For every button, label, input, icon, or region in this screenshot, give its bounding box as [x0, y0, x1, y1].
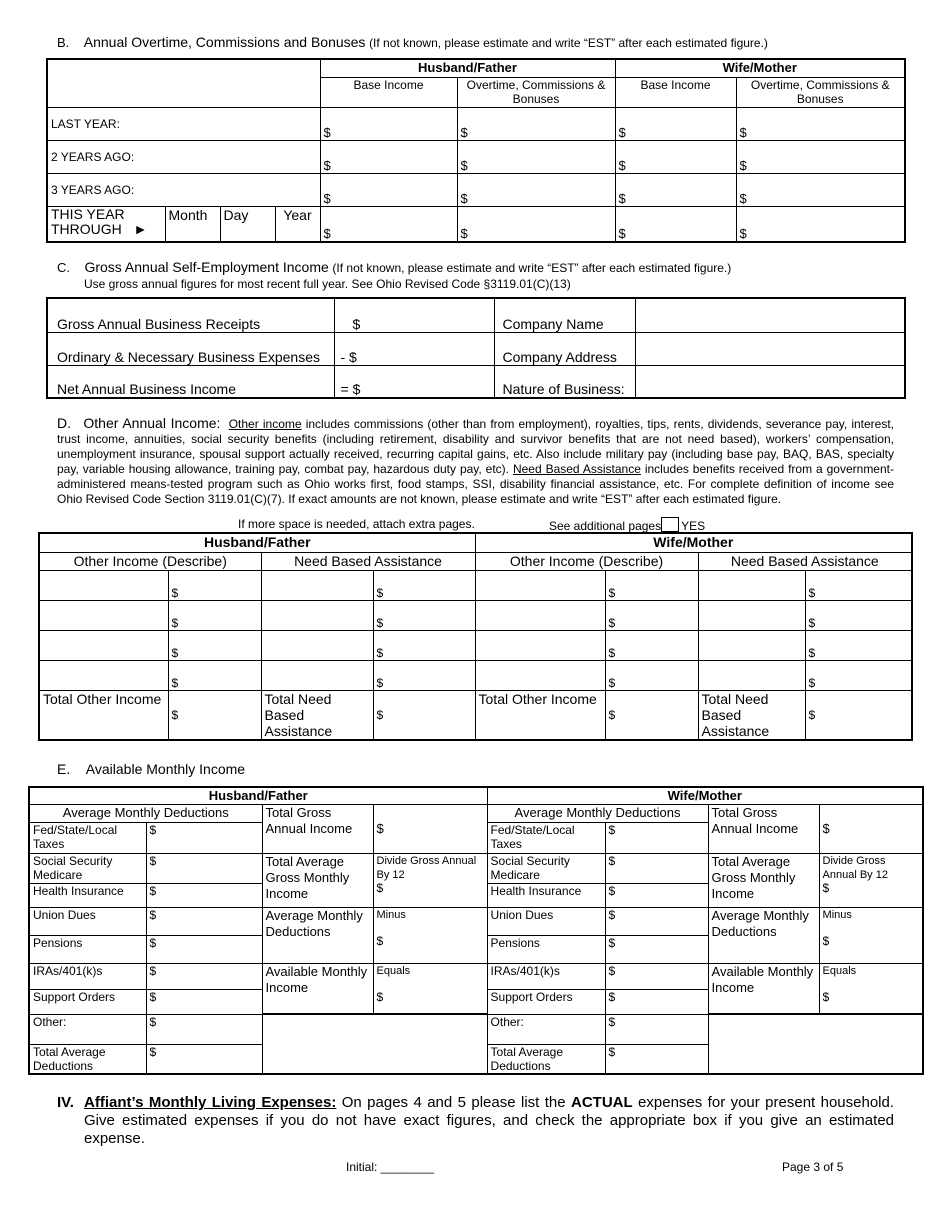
describe-field[interactable]	[39, 570, 168, 600]
section-title: Gross Annual Self-Employment Income	[84, 259, 329, 275]
describe-field[interactable]	[261, 600, 373, 630]
amount-field[interactable]: $	[615, 206, 736, 242]
amount-field[interactable]: $	[605, 660, 698, 690]
union-label: Union Dues	[29, 907, 146, 935]
amount-field[interactable]: $	[457, 173, 615, 206]
section-iv-text-b: expenses for your present household. Give estimated expenses if you do not have exact figures, and check the appropriate box if you give an estimated expense.	[84, 1094, 895, 1147]
blank-cell	[708, 1014, 923, 1074]
amount-field[interactable]: $	[457, 107, 615, 140]
union-label: Union Dues	[487, 907, 605, 935]
total-avg-gross-field[interactable]: Divide Gross Annual By 12 $	[819, 853, 923, 907]
total-other-field[interactable]: $	[168, 690, 261, 740]
other-field[interactable]: $	[605, 1014, 708, 1044]
describe-field[interactable]	[39, 630, 168, 660]
day-field[interactable]: Day	[220, 207, 275, 241]
section-note: (If not known, please estimate and write “EST” after each estimated figure.)	[332, 261, 732, 275]
yes-checkbox[interactable]	[661, 517, 679, 532]
describe-field[interactable]	[475, 630, 605, 660]
additional-pages-label: See additional pages	[549, 519, 662, 533]
total-gross-label: Total Gross Annual Income	[262, 804, 373, 853]
expenses-label: Ordinary & Necessary Business Expenses	[47, 332, 334, 365]
amount-field[interactable]: $	[805, 600, 912, 630]
totals-row	[39, 690, 912, 740]
ira-field[interactable]: $	[146, 963, 262, 989]
amount-field[interactable]: $	[805, 630, 912, 660]
total-need-field[interactable]: $	[373, 690, 475, 740]
amount-field[interactable]: $	[320, 140, 457, 173]
amount-field[interactable]: $	[168, 600, 261, 630]
total-avg-gross-field[interactable]: Divide Gross Annual By 12 $	[373, 853, 487, 907]
section-letter: D.	[57, 415, 71, 431]
section-title: Affiant’s Monthly Living Expenses:	[84, 1094, 337, 1111]
definition-text: includes commissions (other than from employment), royalties, tips, rents, dividends, severance pay, interest, trust income, annuities, social security benefits (including retirement, disability and survivor benefits that are not need based), workers’ compensation, unemployment insurance, spousal support actually received, recurring capital gains, etc. Also include military pay (including base pay, BAQ, BAS, specialty pay, variable housing allowance, training pay, combat pay, hazardous duty pay, etc).	[57, 417, 895, 476]
term-need-based: Need Based Assistance	[512, 462, 641, 476]
available-field[interactable]: Equals $	[819, 963, 923, 1014]
total-need-label: Total Need Based Assistance	[698, 690, 805, 740]
amount-field[interactable]: $	[605, 630, 698, 660]
amount-field[interactable]: $	[320, 107, 457, 140]
initial-field[interactable]: Initial: ________	[346, 1160, 435, 1174]
husband-header: Husband/Father	[320, 59, 615, 77]
section-note: (If not known, please estimate and write “EST” after each estimated figure.)	[369, 36, 768, 50]
total-avg-gross-label: Total Average Gross Monthly Income	[262, 853, 373, 907]
definition-text-2: includes benefits received from a government-administered means-tested program such as Ohio works first, food stamps, SSI, disability financial assistance, etc. For complete definition of income see Ohio Revised Code Section 3119.01(C)(7). If exact amounts are not known, please estimate and write “EST” after each estimated figure.	[57, 462, 894, 506]
section-title: Available Monthly Income	[85, 761, 246, 777]
support-label: Support Orders	[487, 989, 605, 1014]
receipts-field[interactable]: $	[334, 298, 494, 332]
amount-field[interactable]: $	[373, 570, 475, 600]
health-field[interactable]: $	[146, 883, 262, 907]
company-name-field[interactable]	[635, 298, 905, 332]
this-year-label: THIS YEAR THROUGH ►	[48, 207, 165, 241]
section-b-heading	[57, 34, 768, 50]
ss-label: Social Security Medicare	[29, 853, 146, 883]
income-row	[39, 600, 912, 630]
company-address-field[interactable]	[635, 332, 905, 365]
other-income-table	[38, 532, 913, 741]
pensions-label: Pensions	[29, 935, 146, 963]
amount-field[interactable]: $	[320, 206, 457, 242]
avg-monthly-ded-field[interactable]: Minus $	[373, 907, 487, 963]
husband-header: Husband/Father	[39, 533, 475, 552]
fed-tax-field[interactable]: $	[605, 822, 708, 853]
section-title: Other Annual Income:	[83, 415, 221, 431]
total-gross-field[interactable]: $	[373, 804, 487, 853]
section-c-heading	[57, 260, 731, 292]
total-gross-label: Total Gross Annual Income	[708, 804, 819, 853]
ira-label: IRAs/401(k)s	[487, 963, 605, 989]
page-number: Page 3 of 5	[782, 1160, 844, 1174]
pensions-field[interactable]: $	[605, 935, 708, 963]
net-income-label: Net Annual Business Income	[47, 365, 334, 398]
total-other-field[interactable]: $	[605, 690, 698, 740]
total-gross-field[interactable]: $	[819, 804, 923, 853]
other-label: Other:	[487, 1014, 605, 1044]
ira-label: IRAs/401(k)s	[29, 963, 146, 989]
extra-pages-note: If more space is needed, attach extra pages.	[238, 517, 475, 531]
year-field[interactable]: Year	[283, 206, 312, 223]
pensions-label: Pensions	[487, 935, 605, 963]
receipts-label: Gross Annual Business Receipts	[47, 298, 334, 332]
self-employment-table	[46, 297, 906, 399]
describe-field[interactable]	[698, 570, 805, 600]
company-address-label: Company Address	[494, 332, 635, 365]
section-letter: B.	[57, 35, 70, 50]
base-income-header: Base Income	[615, 77, 736, 107]
support-field[interactable]: $	[605, 989, 708, 1014]
total-avg-gross-label: Total Average Gross Monthly Income	[708, 853, 819, 907]
amount-field[interactable]: $	[736, 107, 905, 140]
section-d-text	[57, 416, 894, 507]
overtime-header: Overtime, Commissions & Bonuses	[736, 77, 905, 107]
overtime-header: Overtime, Commissions & Bonuses	[457, 77, 615, 107]
amount-field[interactable]: $	[373, 630, 475, 660]
describe-field[interactable]	[698, 600, 805, 630]
income-row	[39, 570, 912, 600]
describe-field[interactable]	[261, 660, 373, 690]
pensions-field[interactable]: $	[146, 935, 262, 963]
row-label: LAST YEAR:	[47, 107, 320, 140]
base-income-header: Base Income	[320, 77, 457, 107]
fed-tax-label: Fed/State/Local Taxes	[487, 822, 605, 853]
section-title: Annual Overtime, Commissions and Bonuses	[83, 34, 366, 50]
amount-field[interactable]: $	[736, 173, 905, 206]
equals-note: Equals	[822, 964, 857, 977]
total-need-label: Total Need Based Assistance	[261, 690, 373, 740]
this-year-subtable	[48, 207, 320, 241]
total-avg-ded-field[interactable]: $	[605, 1044, 708, 1074]
yes-label: YES	[681, 519, 706, 533]
describe-field[interactable]	[475, 660, 605, 690]
arrow-icon: ►	[133, 220, 148, 237]
amount-field[interactable]: $	[805, 570, 912, 600]
income-row	[39, 660, 912, 690]
amount-field[interactable]: $	[373, 600, 475, 630]
health-field[interactable]: $	[605, 883, 708, 907]
section-iv-text-a: On pages 4 and 5 please list the	[336, 1094, 571, 1111]
describe-field[interactable]	[261, 630, 373, 660]
minus-note: Minus	[376, 908, 406, 921]
nature-field[interactable]	[635, 365, 905, 398]
divide-note: Divide Gross Annual By 12	[376, 854, 477, 881]
amount-field[interactable]: $	[805, 660, 912, 690]
avg-deductions-header: Average Monthly Deductions	[487, 804, 708, 822]
avg-monthly-ded-field[interactable]: Minus $	[819, 907, 923, 963]
avg-monthly-ded-label: Average Monthly Deductions	[262, 907, 373, 963]
avg-deductions-header: Average Monthly Deductions	[29, 804, 262, 822]
company-name-label: Company Name	[494, 298, 635, 332]
section-e-heading	[57, 761, 245, 777]
fed-tax-field[interactable]: $	[146, 822, 262, 853]
amount-field[interactable]: $	[457, 140, 615, 173]
describe-field[interactable]	[39, 600, 168, 630]
ss-field[interactable]: $	[605, 853, 708, 883]
section-iv	[57, 1094, 894, 1148]
section-letter: C.	[57, 260, 70, 275]
fed-tax-label: Fed/State/Local Taxes	[29, 822, 146, 853]
union-field[interactable]: $	[605, 907, 708, 935]
additional-pages	[549, 517, 705, 533]
describe-field[interactable]	[261, 570, 373, 600]
wife-header: Wife/Mother	[475, 533, 912, 552]
this-year-cell	[47, 206, 320, 242]
amount-field[interactable]: $	[605, 600, 698, 630]
amount-field[interactable]: $	[615, 107, 736, 140]
wife-header: Wife/Mother	[615, 59, 905, 77]
other-field[interactable]: $	[146, 1014, 262, 1044]
section-number: IV.	[57, 1094, 74, 1111]
expenses-field[interactable]: - $	[334, 332, 494, 365]
amount-field[interactable]: $	[168, 630, 261, 660]
ss-label: Social Security Medicare	[487, 853, 605, 883]
total-other-label: Total Other Income	[39, 690, 168, 740]
amount-field[interactable]: $	[615, 140, 736, 173]
term-other-income: Other income	[228, 417, 302, 431]
health-label: Health Insurance	[29, 883, 146, 907]
divide-note: Divide Gross Annual By 12	[822, 854, 888, 881]
row-label: 2 YEARS AGO:	[47, 140, 320, 173]
other-label: Other:	[29, 1014, 146, 1044]
total-other-label: Total Other Income	[475, 690, 605, 740]
blank-cell	[262, 1014, 487, 1074]
amount-field[interactable]: $	[457, 206, 615, 242]
row-label: 3 YEARS AGO:	[47, 173, 320, 206]
need-based-header: Need Based Assistance	[698, 552, 912, 570]
nature-label: Nature of Business:	[494, 365, 635, 398]
minus-note: Minus	[822, 908, 852, 921]
total-avg-ded-label: Total Average Deductions	[29, 1044, 146, 1074]
describe-field[interactable]	[698, 660, 805, 690]
amount-field[interactable]: $	[736, 140, 905, 173]
actual-emphasis: ACTUAL	[571, 1094, 633, 1111]
amount-field[interactable]: $	[320, 173, 457, 206]
section-iv-text	[84, 1094, 894, 1148]
month-field[interactable]: Month	[165, 207, 220, 241]
overtime-table	[46, 58, 906, 243]
ira-field[interactable]: $	[605, 963, 708, 989]
available-field[interactable]: Equals $	[373, 963, 487, 1014]
total-avg-ded-field[interactable]: $	[146, 1044, 262, 1074]
amount-field[interactable]: $	[373, 660, 475, 690]
describe-field[interactable]	[475, 570, 605, 600]
amount-field[interactable]: $	[168, 660, 261, 690]
income-row	[39, 630, 912, 660]
total-avg-ded-label: Total Average Deductions	[487, 1044, 605, 1074]
net-income-field[interactable]: = $	[334, 365, 494, 398]
amount-field[interactable]: $	[605, 570, 698, 600]
monthly-income-table	[28, 786, 924, 1075]
amount-field[interactable]: $	[736, 206, 905, 242]
section-note-2: Use gross annual figures for most recent full year. See Ohio Revised Code §3119.01(C)(13)	[84, 277, 571, 291]
amount-field[interactable]: $	[615, 173, 736, 206]
amount-field[interactable]: $	[168, 570, 261, 600]
describe-field[interactable]	[39, 660, 168, 690]
available-label: Available Monthly Income	[708, 963, 819, 1014]
available-label: Available Monthly Income	[262, 963, 373, 1014]
blank-header-cell	[47, 59, 320, 107]
total-need-field[interactable]: $	[805, 690, 912, 740]
husband-header: Husband/Father	[29, 787, 487, 804]
other-income-header: Other Income (Describe)	[39, 552, 261, 570]
other-income-header: Other Income (Describe)	[475, 552, 698, 570]
need-based-header: Need Based Assistance	[261, 552, 475, 570]
support-field[interactable]: $	[146, 989, 262, 1014]
section-letter: E.	[57, 761, 71, 777]
avg-monthly-ded-label: Average Monthly Deductions	[708, 907, 819, 963]
describe-field[interactable]	[698, 630, 805, 660]
union-field[interactable]: $	[146, 907, 262, 935]
support-label: Support Orders	[29, 989, 146, 1014]
wife-header: Wife/Mother	[487, 787, 923, 804]
ss-field[interactable]: $	[146, 853, 262, 883]
describe-field[interactable]	[475, 600, 605, 630]
equals-note: Equals	[376, 964, 411, 977]
health-label: Health Insurance	[487, 883, 605, 907]
